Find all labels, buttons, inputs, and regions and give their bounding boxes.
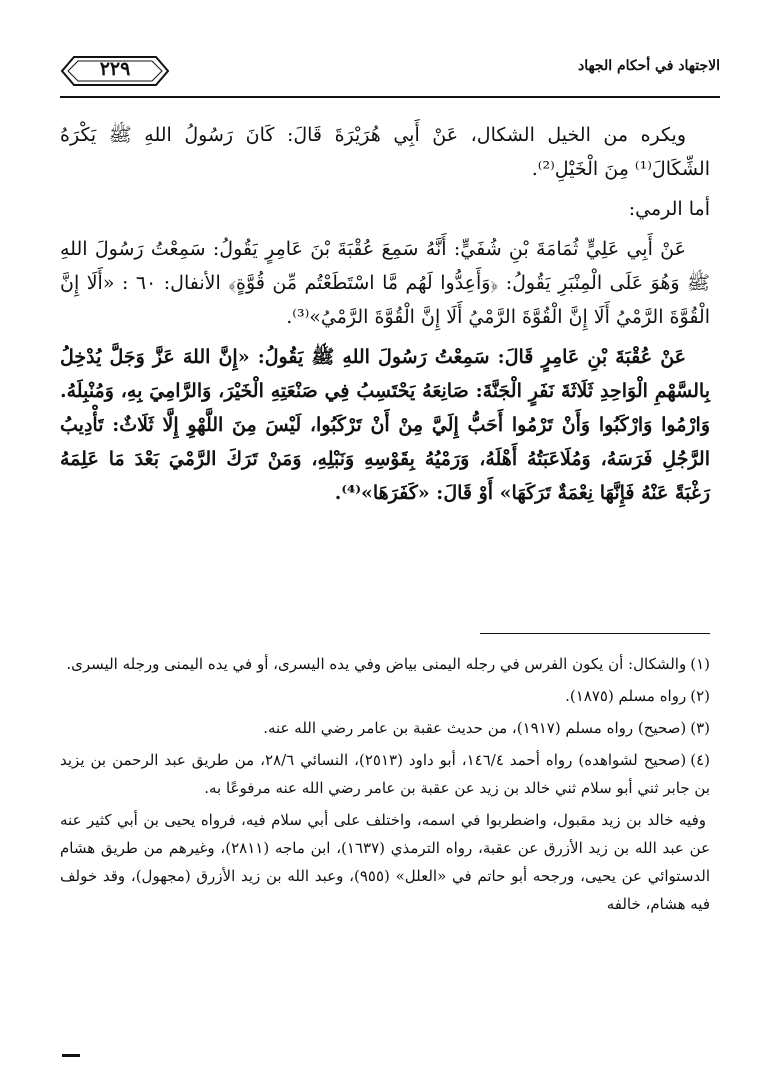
- section-heading: أما الرمي:: [628, 198, 710, 220]
- footnote-text: والشكال: أن يكون الفرس في رجله اليمنى بياض وفي يده اليسرى، أو في يده اليمنى ورجله اليسرى.: [66, 655, 687, 673]
- footnotes: [60, 650, 710, 922]
- footnote-number: (١): [690, 655, 710, 673]
- footnote-3: [60, 714, 710, 742]
- footnote-text: (صحيح لشواهده) رواه أحمد ١٤٦/٤، أبو داود (٢٥١٣)، النسائي ٢٨/٦، من طريق عبد الرحمن بن يزيد بن جابر ثني أبو سلام ثني خالد بن زيد عن عقبة بن عامر رضي الله عنه مرفوعًا به.: [60, 751, 710, 797]
- footnote-2: [60, 682, 710, 710]
- continuation-mark: [62, 1054, 80, 1057]
- page-number: ٢٢٩: [99, 58, 131, 80]
- footnote-text: (صحيح) رواه مسلم (١٩١٧)، من حديث عقبة بن عامر رضي الله عنه.: [263, 719, 687, 737]
- paragraph-3: عَنْ عُقْبَةَ بْنِ عَامِرٍ قَالَ: سَمِعْتُ رَسُولَ اللهِ ﷺ يَقُولُ: «إِنَّ اللهَ عَزَّ وَجَلَّ يُدْخِلُ بِالسَّهْمِ الْوَاحِدِ ثَلَاثَةَ نَفَرٍ الْجَنَّةَ: صَانِعَهُ يَحْتَسِبُ فِي صَنْعَتِهِ الْخَيْرَ، وَالرَّامِيَ بِهِ، وَمُنْبِلَهُ. وَارْمُوا وَارْكَبُوا وَأَنْ تَرْمُوا أَحَبُّ إِلَيَّ مِنْ أَنْ تَرْكَبُوا، لَيْسَ مِنَ اللَّهْوِ إِلَّا ثَلَاثٌ: تَأْدِيبُ الرَّجُلِ فَرَسَهُ، وَمُلَاعَبَتُهُ أَهْلَهُ، وَرَمْيُهُ بِقَوْسِهِ وَنَبْلِهِ، وَمَنْ تَرَكَ الرَّمْيَ بَعْدَ مَا عَلِمَهُ رَغْبَةً عَنْهُ فَإِنَّهَا نِعْمَةٌ تَرَكَهَا» أَوْ قَالَ: «كَفَرَهَا»⁽⁴⁾.: [60, 346, 710, 504]
- footnote-4: [60, 746, 710, 802]
- footnote-1: [60, 650, 710, 678]
- main-text: [60, 118, 710, 516]
- footnote-4-continued: [60, 806, 710, 918]
- paragraph-2: عَنْ أَبِي عَلِيٍّ ثُمَامَةَ بْنِ شُفَيٍّ: أَنَّهُ سَمِعَ عُقْبَةَ بْنَ عَامِرٍ يَقُولُ: سَمِعْتُ رَسُولَ اللهِ ﷺ وَهُوَ عَلَى الْمِنْبَرِ يَقُولُ: ﴿وَأَعِدُّوا لَهُم مَّا اسْتَطَعْتُم مِّن قُوَّةٍ﴾ الأنفال: ٦٠ : «أَلَا إِنَّ الْقُوَّةَ الرَّمْيُ أَلَا إِنَّ الْقُوَّةَ الرَّمْيُ أَلَا إِنَّ الْقُوَّةَ الرَّمْيُ»⁽³⁾.: [60, 238, 711, 328]
- footnote-number: (٣): [690, 719, 710, 737]
- footnote-number: (٢): [690, 687, 710, 705]
- page-number-badge: [60, 54, 170, 88]
- footnote-separator: [480, 633, 710, 634]
- page-header: [60, 54, 720, 90]
- header-rule: [60, 96, 720, 98]
- footnote-text: وفيه خالد بن زيد مقبول، واضطربوا في اسمه، واختلف على أبي سلام فيه، فرواه يحيى بن أبي كثير عنه عن عبد الله بن زيد الأزرق عن عقبة، رواه الترمذي (١٦٣٧)، ابن ماجه (٢٨١١)، وغيرهم من طريق هشام الدستوائي عن يحيى، ورجحه أبو حاتم في «العلل» (٩٥٥)، وعبد الله بن زيد الأزرق (مجهول)، وقد خولف فيه هشام، خالفه: [60, 811, 711, 913]
- footnote-text: رواه مسلم (١٨٧٥).: [565, 687, 687, 705]
- paragraph-1: ويكره من الخيل الشكال، عَنْ أَبِي هُرَيْرَةَ قَالَ: كَانَ رَسُولُ اللهِ ﷺ يَكْرَهُ الشِّكَالَ⁽¹⁾ مِنَ الْخَيْلِ⁽²⁾.: [60, 124, 710, 180]
- running-title: الاجتهاد في أحكام الجهاد: [577, 58, 720, 74]
- footnote-number: (٤): [690, 751, 711, 769]
